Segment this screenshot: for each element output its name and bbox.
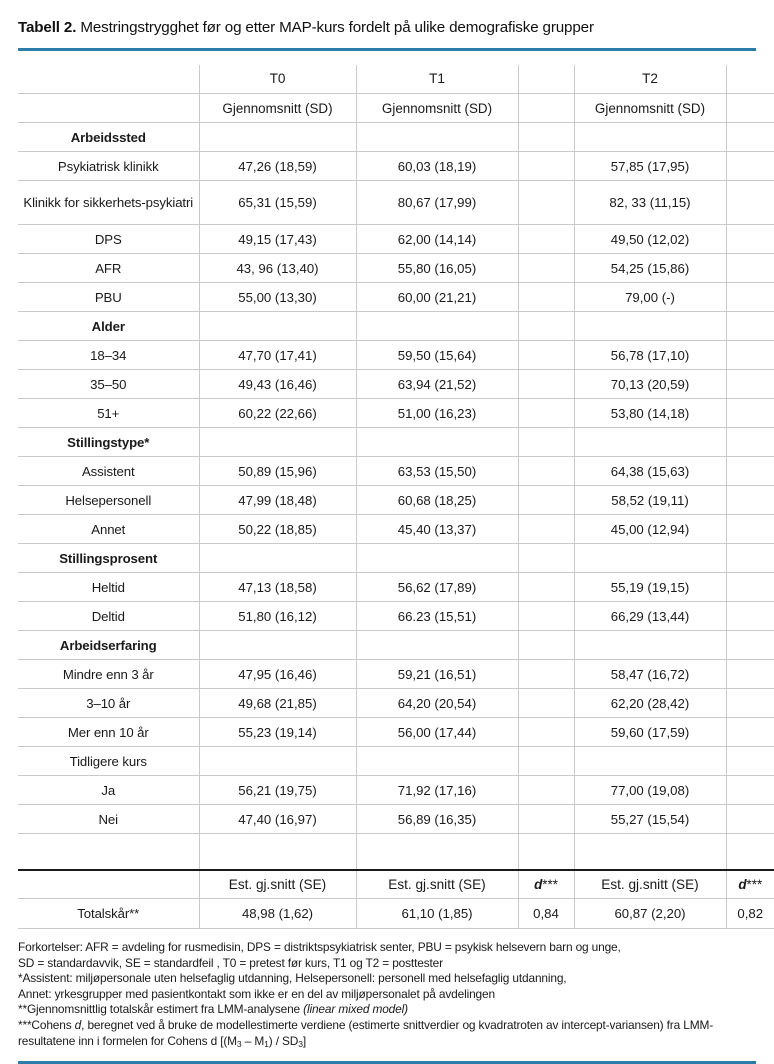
cell-d1 bbox=[518, 602, 574, 631]
footnote-cohens-body: , beregnet ved å bruke de modellestimerte verdiene (estimerte snittverdier og kvadratroten av intercept-variansen) fra LMM-resultatene inn i formelen for Cohens d [(M bbox=[18, 1017, 714, 1048]
table-row bbox=[18, 225, 774, 254]
cell-d2 bbox=[726, 515, 774, 544]
cell-d2 bbox=[726, 486, 774, 515]
table-caption bbox=[18, 0, 756, 48]
row-label: PBU bbox=[18, 283, 199, 312]
row-label: Alder bbox=[18, 312, 199, 341]
cell-t0 bbox=[199, 428, 356, 457]
accent-rule-bottom bbox=[18, 1061, 756, 1064]
cell-d1 bbox=[518, 747, 574, 776]
cell-t2: 49,50 (12,02) bbox=[574, 225, 726, 254]
cell-t2: 55,27 (15,54) bbox=[574, 805, 726, 834]
cell-t0: 43, 96 (13,40) bbox=[199, 254, 356, 283]
row-label: 3–10 år bbox=[18, 689, 199, 718]
cell-d2 bbox=[726, 573, 774, 602]
cell-d1 bbox=[518, 689, 574, 718]
cell-t0: 49,43 (16,46) bbox=[199, 370, 356, 399]
table-row bbox=[18, 602, 774, 631]
cell-d2 bbox=[726, 181, 774, 225]
cell-t1: 66.23 (15,51) bbox=[356, 602, 518, 631]
cell-d2 bbox=[726, 254, 774, 283]
cell-t1: 63,94 (21,52) bbox=[356, 370, 518, 399]
cell-d2 bbox=[726, 370, 774, 399]
cell-d1 bbox=[518, 457, 574, 486]
cell-t0: 47,99 (18,48) bbox=[199, 486, 356, 515]
cell-d2 bbox=[726, 689, 774, 718]
cell-t2: 55,19 (19,15) bbox=[574, 573, 726, 602]
cell-d2 bbox=[726, 399, 774, 428]
cell-d1 bbox=[518, 181, 574, 225]
cell-t2: 54,25 (15,86) bbox=[574, 254, 726, 283]
cell-t1 bbox=[356, 123, 518, 152]
total-t1: 61,10 (1,85) bbox=[356, 899, 518, 929]
table-row bbox=[18, 457, 774, 486]
total-d1: 0,84 bbox=[518, 899, 574, 929]
table-row bbox=[18, 747, 774, 776]
cell-t0: 49,68 (21,85) bbox=[199, 689, 356, 718]
cell-t1: 59,21 (16,51) bbox=[356, 660, 518, 689]
table-row bbox=[18, 254, 774, 283]
cell-t1: 80,67 (17,99) bbox=[356, 181, 518, 225]
cell-d1 bbox=[518, 283, 574, 312]
demographics-table bbox=[18, 65, 774, 930]
footnotes bbox=[18, 940, 756, 1052]
footnote-cohens-symbol: d bbox=[74, 1017, 82, 1032]
cell-t1: 56,62 (17,89) bbox=[356, 573, 518, 602]
cell-d2 bbox=[726, 312, 774, 341]
cell-t2: 64,38 (15,63) bbox=[574, 457, 726, 486]
table-row bbox=[18, 631, 774, 660]
cell-d2 bbox=[726, 718, 774, 747]
row-label: Helsepersonell bbox=[18, 486, 199, 515]
cell-t2: 59,60 (17,59) bbox=[574, 718, 726, 747]
row-label: Arbeidserfaring bbox=[18, 631, 199, 660]
total-label: Totalskår** bbox=[18, 899, 199, 929]
cell-d1 bbox=[518, 123, 574, 152]
header-group-t0: T0 bbox=[199, 65, 356, 94]
header-group-d2-blank bbox=[726, 65, 774, 94]
cell-t1: 60,03 (18,19) bbox=[356, 152, 518, 181]
table-row bbox=[18, 689, 774, 718]
cell-t0: 47,70 (17,41) bbox=[199, 341, 356, 370]
row-label: Stillingstype* bbox=[18, 428, 199, 457]
cell-d2 bbox=[726, 631, 774, 660]
cell-t0: 47,95 (16,46) bbox=[199, 660, 356, 689]
cell-d2 bbox=[726, 805, 774, 834]
cell-t1: 62,00 (14,14) bbox=[356, 225, 518, 254]
cell-d1 bbox=[518, 805, 574, 834]
cell-t0 bbox=[199, 544, 356, 573]
cell-t0 bbox=[199, 312, 356, 341]
cell-t1: 56,89 (16,35) bbox=[356, 805, 518, 834]
cell-t0: 60,22 (22,66) bbox=[199, 399, 356, 428]
cell-t2 bbox=[574, 428, 726, 457]
header-sub-t0: Gjennomsnitt (SD) bbox=[199, 94, 356, 123]
table-row bbox=[18, 573, 774, 602]
footnote-stillingstype-2: Annet: yrkesgrupper med pasientkontakt som ikke er en del av miljøpersonalet på avdelingen bbox=[18, 986, 495, 1001]
footnote-cohens-close: ] bbox=[302, 1033, 307, 1048]
cell-d2 bbox=[726, 341, 774, 370]
header-corner-blank bbox=[18, 65, 199, 94]
cell-t0: 47,26 (18,59) bbox=[199, 152, 356, 181]
cell-t0: 49,15 (17,43) bbox=[199, 225, 356, 254]
row-label: Ja bbox=[18, 776, 199, 805]
table-row bbox=[18, 152, 774, 181]
cell-t1 bbox=[356, 747, 518, 776]
cell-d2 bbox=[726, 747, 774, 776]
cell-t1: 56,00 (17,44) bbox=[356, 718, 518, 747]
cell-t2 bbox=[574, 631, 726, 660]
row-label: Mer enn 10 år bbox=[18, 718, 199, 747]
row-label: 18–34 bbox=[18, 341, 199, 370]
cell-t0 bbox=[199, 123, 356, 152]
cell-d1 bbox=[518, 152, 574, 181]
row-label: Nei bbox=[18, 805, 199, 834]
row-label: 51+ bbox=[18, 399, 199, 428]
cell-t2: 70,13 (20,59) bbox=[574, 370, 726, 399]
table-body bbox=[18, 123, 774, 929]
estimate-header-d2: d*** bbox=[726, 870, 774, 899]
table-row bbox=[18, 428, 774, 457]
row-label: Tidligere kurs bbox=[18, 747, 199, 776]
cell-t1 bbox=[356, 631, 518, 660]
header-group-t1: T1 bbox=[356, 65, 518, 94]
cell-t0: 47,40 (16,97) bbox=[199, 805, 356, 834]
cell-t2 bbox=[574, 312, 726, 341]
footnote-cohens-prefix: ***Cohens bbox=[18, 1017, 75, 1032]
row-label: Arbeidssted bbox=[18, 123, 199, 152]
cell-t1: 51,00 (16,23) bbox=[356, 399, 518, 428]
cell-t2: 58,47 (16,72) bbox=[574, 660, 726, 689]
cell-t0 bbox=[199, 631, 356, 660]
cell-d1 bbox=[518, 573, 574, 602]
table-row bbox=[18, 181, 774, 225]
row-label: DPS bbox=[18, 225, 199, 254]
spacer-t0 bbox=[199, 834, 356, 870]
header-group-d1-blank bbox=[518, 65, 574, 94]
header-sub-d2-blank bbox=[726, 94, 774, 123]
estimate-header-t1: Est. gj.snitt (SE) bbox=[356, 870, 518, 899]
cell-d2 bbox=[726, 283, 774, 312]
header-sub-row bbox=[18, 94, 774, 123]
table-row bbox=[18, 370, 774, 399]
cell-d2 bbox=[726, 660, 774, 689]
cell-t2: 45,00 (12,94) bbox=[574, 515, 726, 544]
cell-t2: 82, 33 (11,15) bbox=[574, 181, 726, 225]
cell-t2: 53,80 (14,18) bbox=[574, 399, 726, 428]
cell-d2 bbox=[726, 123, 774, 152]
cell-t1: 71,92 (17,16) bbox=[356, 776, 518, 805]
row-label: Deltid bbox=[18, 602, 199, 631]
estimate-header-d1-symbol: d bbox=[534, 876, 543, 892]
cell-d1 bbox=[518, 486, 574, 515]
cell-d1 bbox=[518, 399, 574, 428]
cell-t1: 55,80 (16,05) bbox=[356, 254, 518, 283]
caption-label: Tabell 2. bbox=[18, 19, 77, 36]
cell-t2: 66,29 (13,44) bbox=[574, 602, 726, 631]
header-sub-t1: Gjennomsnitt (SD) bbox=[356, 94, 518, 123]
cell-t1 bbox=[356, 312, 518, 341]
cell-t2: 56,78 (17,10) bbox=[574, 341, 726, 370]
cell-d2 bbox=[726, 602, 774, 631]
cell-t2: 79,00 (-) bbox=[574, 283, 726, 312]
header-group-row bbox=[18, 65, 774, 94]
row-label: Klinikk for sikkerhets-psykiatri bbox=[18, 181, 199, 225]
row-label: Mindre enn 3 år bbox=[18, 660, 199, 689]
spacer-t1 bbox=[356, 834, 518, 870]
table-head bbox=[18, 65, 774, 123]
cell-d1 bbox=[518, 776, 574, 805]
row-label: Assistent bbox=[18, 457, 199, 486]
accent-rule-top bbox=[18, 48, 756, 51]
cell-d1 bbox=[518, 312, 574, 341]
footnote-lmm-italic: (linear mixed model) bbox=[303, 1002, 408, 1017]
estimate-header-row bbox=[18, 870, 774, 899]
footnote-cohens-div: ) / SD bbox=[268, 1033, 299, 1048]
cell-t1: 45,40 (13,37) bbox=[356, 515, 518, 544]
footnote-abbreviations-2: SD = standardavvik, SE = standardfeil , T0 = pretest før kurs, T1 og T2 = posttester bbox=[18, 955, 443, 970]
cell-d1 bbox=[518, 341, 574, 370]
table-row bbox=[18, 486, 774, 515]
cell-t1: 63,53 (15,50) bbox=[356, 457, 518, 486]
cell-d1 bbox=[518, 428, 574, 457]
footnote-lmm-text: **Gjennomsnittlig totalskår estimert fra LMM-analysene bbox=[18, 1002, 304, 1017]
row-label: Heltid bbox=[18, 573, 199, 602]
cell-t0: 55,00 (13,30) bbox=[199, 283, 356, 312]
table-row bbox=[18, 515, 774, 544]
table-row bbox=[18, 544, 774, 573]
cell-d1 bbox=[518, 515, 574, 544]
footnote-stillingstype-1: *Assistent: miljøpersonale uten helsefaglig utdanning, Helsepersonell: personell med helsefaglig utdanning, bbox=[18, 971, 567, 986]
cell-t0: 50,89 (15,96) bbox=[199, 457, 356, 486]
estimate-header-t0: Est. gj.snitt (SE) bbox=[199, 870, 356, 899]
cell-d1 bbox=[518, 225, 574, 254]
cell-t1: 64,20 (20,54) bbox=[356, 689, 518, 718]
cell-t1 bbox=[356, 544, 518, 573]
total-t2: 60,87 (2,20) bbox=[574, 899, 726, 929]
cell-d1 bbox=[518, 631, 574, 660]
row-label: AFR bbox=[18, 254, 199, 283]
cell-t2: 57,85 (17,95) bbox=[574, 152, 726, 181]
cell-d1 bbox=[518, 544, 574, 573]
cell-t0: 47,13 (18,58) bbox=[199, 573, 356, 602]
row-label: Stillingsprosent bbox=[18, 544, 199, 573]
estimate-header-d2-symbol: d bbox=[738, 876, 747, 892]
cell-t2 bbox=[574, 123, 726, 152]
cell-t2 bbox=[574, 747, 726, 776]
footnote-sub-m3: 3 bbox=[236, 1038, 242, 1049]
cell-d2 bbox=[726, 152, 774, 181]
header-group-t2: T2 bbox=[574, 65, 726, 94]
footnote-sub-sd3: 3 bbox=[298, 1038, 303, 1049]
spacer-d2 bbox=[726, 834, 774, 870]
total-t0: 48,98 (1,62) bbox=[199, 899, 356, 929]
cell-t0: 55,23 (19,14) bbox=[199, 718, 356, 747]
table-row bbox=[18, 341, 774, 370]
estimate-header-blank bbox=[18, 870, 199, 899]
cell-t0: 65,31 (15,59) bbox=[199, 181, 356, 225]
table-row bbox=[18, 123, 774, 152]
cell-t2: 77,00 (19,08) bbox=[574, 776, 726, 805]
cell-d2 bbox=[726, 457, 774, 486]
table-row bbox=[18, 312, 774, 341]
cell-d1 bbox=[518, 254, 574, 283]
cell-t1 bbox=[356, 428, 518, 457]
cell-d1 bbox=[518, 718, 574, 747]
header-sub-d1-blank bbox=[518, 94, 574, 123]
table-row bbox=[18, 660, 774, 689]
spacer-label bbox=[18, 834, 199, 870]
table-row bbox=[18, 718, 774, 747]
row-label: Annet bbox=[18, 515, 199, 544]
cell-t2: 58,52 (19,11) bbox=[574, 486, 726, 515]
estimate-header-t2: Est. gj.snitt (SE) bbox=[574, 870, 726, 899]
table-row bbox=[18, 399, 774, 428]
cell-t1: 60,68 (18,25) bbox=[356, 486, 518, 515]
cell-t0: 56,21 (19,75) bbox=[199, 776, 356, 805]
total-d2: 0,82 bbox=[726, 899, 774, 929]
header-sub-blank bbox=[18, 94, 199, 123]
row-label: Psykiatrisk klinikk bbox=[18, 152, 199, 181]
total-row bbox=[18, 899, 774, 929]
spacer-d1 bbox=[518, 834, 574, 870]
cell-t0: 50,22 (18,85) bbox=[199, 515, 356, 544]
cell-t1: 60,00 (21,21) bbox=[356, 283, 518, 312]
footnote-lmm bbox=[18, 1002, 756, 1018]
cell-d1 bbox=[518, 660, 574, 689]
footnote-abbreviations-1: Forkortelser: AFR = avdeling for rusmedisin, DPS = distriktspsykiatrisk senter, PBU = psykisk helsevern barn og unge, bbox=[18, 940, 621, 954]
cell-d1 bbox=[518, 370, 574, 399]
table-row bbox=[18, 805, 774, 834]
cell-t0 bbox=[199, 747, 356, 776]
cell-t0: 51,80 (16,12) bbox=[199, 602, 356, 631]
header-sub-t2: Gjennomsnitt (SD) bbox=[574, 94, 726, 123]
row-label: 35–50 bbox=[18, 370, 199, 399]
footnote-sub-m1: 1 bbox=[264, 1038, 269, 1049]
spacer-row bbox=[18, 834, 774, 870]
cell-d2 bbox=[726, 225, 774, 254]
cell-t2 bbox=[574, 544, 726, 573]
footnote-cohens-minus: – M bbox=[241, 1033, 265, 1048]
estimate-header-d1: d*** bbox=[518, 870, 574, 899]
cell-d2 bbox=[726, 544, 774, 573]
table-row bbox=[18, 776, 774, 805]
spacer-t2 bbox=[574, 834, 726, 870]
footnote-cohens-d bbox=[18, 1018, 756, 1052]
caption-text: Mestringstrygghet før og etter MAP-kurs fordelt på ulike demografiske grupper bbox=[76, 19, 594, 36]
cell-d2 bbox=[726, 776, 774, 805]
table-row bbox=[18, 283, 774, 312]
cell-d2 bbox=[726, 428, 774, 457]
cell-t2: 62,20 (28,42) bbox=[574, 689, 726, 718]
cell-t1: 59,50 (15,64) bbox=[356, 341, 518, 370]
